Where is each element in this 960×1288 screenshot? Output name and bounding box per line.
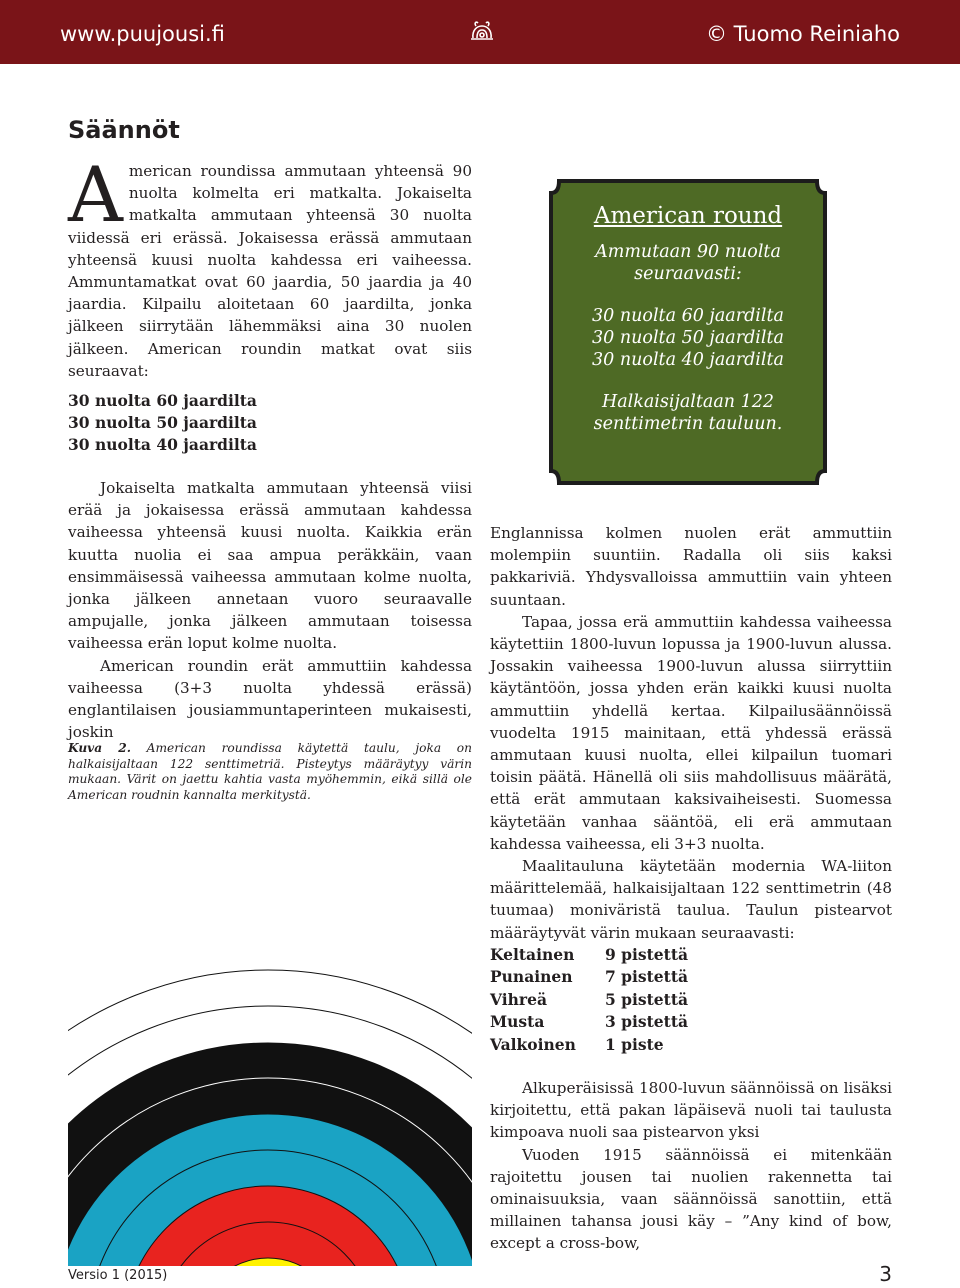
body-paragraph: American roundin erät ammuttiin kahdessa vaiheessa (3+3 nuolta yhdessä erässä) englantilaisen jousiammuntaperinteen mukaisesti, joskin: [68, 656, 472, 742]
american-round-box: [547, 177, 829, 487]
body-paragraph: Jokaiselta matkalta ammutaan yhteensä viisi erää ja jokaisessa erässä ammutaan kahdessa vaiheessa yhteensä kuusi nuolta. Kaikkia erän kuutta nuolia ei saa ampua peräkkäin, vaan ensimmäisessä vaiheessa ammutaan kolme nuolta, jonka jälkeen annetaan vuoro seuraavalle ampujalle, jonka jälkeen ammutaan toisessa vaiheessa erän loput kolme nuolta.: [68, 479, 472, 653]
box-line: 30 nuolta 40 jaardilta: [592, 350, 784, 370]
box-line: seuraavasti:: [634, 264, 742, 284]
score-color: Punainen: [490, 967, 573, 987]
figure-caption: [68, 741, 472, 803]
site-url: www.puujousi.fi: [60, 22, 225, 46]
box-line: Ammutaan 90 nuolta: [595, 242, 781, 262]
header-bar: [0, 0, 960, 64]
box-line: 30 nuolta 50 jaardilta: [592, 328, 784, 348]
version-label: Versio 1 (2015): [68, 1268, 168, 1283]
right-body: [490, 522, 892, 944]
box-heading: American round: [593, 203, 783, 229]
body-paragraph: Alkuperäisissä 1800-luvun säännöissä on lisäksi kirjoitettu, että pakan läpäisevä nuoli tai taulusta kimpoava nuoli saa pistearvon yksi: [490, 1079, 892, 1142]
ornament-icon: [469, 20, 495, 48]
score-color: Vihreä: [490, 989, 547, 1009]
left-body: [68, 477, 472, 743]
score-points: 1 piste: [605, 1034, 664, 1054]
caption-text: American roundissa käytettä taulu, joka on halkaisijaltaan 122 senttimetriä. Pisteytys määräytyy värin mukaan. Värit on jaettu kahtia vasta myöhemmin, eikä sillä ole American roudnin kannalta merkitystä.: [68, 741, 472, 802]
score-color: Valkoinen: [490, 1034, 576, 1054]
score-row: [490, 1034, 688, 1056]
distance-item: 30 nuolta 50 jaardilta: [68, 413, 257, 432]
body-paragraph: Englannissa kolmen nuolen erät ammuttiin molempiin suuntiin. Radalla oli siis kaksi pakkariviä. Yhdysvalloissa ammuttiin vain yhteen suuntaan.: [490, 524, 892, 609]
score-points: 7 pistettä: [605, 967, 689, 987]
drop-cap: A: [68, 150, 123, 239]
right-body-2: [490, 1077, 892, 1255]
archery-target: [68, 826, 472, 1266]
caption-label: Kuva 2.: [68, 741, 131, 755]
box-line: senttimetrin tauluun.: [593, 414, 783, 434]
body-paragraph: Maalitauluna käytetään modernia WA-liiton määrittelemää, halkaisijaltaan 122 senttimetrin (48 tuumaa) moniväristä taulua. Taulun pistearvot määräytyvät värin mukaan seuraavasti:: [490, 857, 892, 942]
author-credit: © Tuomo Reiniaho: [705, 22, 900, 46]
body-paragraph: Vuoden 1915 säännöissä ei mitenkään rajoitettu jousen tai nuolien rakennetta tai ominaisuuksia, vaan säännöissä sanottiin, että millainen tahansa jousi käy – ”Any kind of bow, except a cross-bow,: [490, 1145, 892, 1253]
distance-list: [68, 390, 257, 456]
score-row: [490, 989, 688, 1011]
score-color: Musta: [490, 1012, 545, 1032]
score-row: [490, 966, 688, 988]
page-number: 3: [879, 1262, 892, 1286]
page-title: Säännöt: [68, 116, 180, 144]
box-line: 30 nuolta 60 jaardilta: [592, 306, 784, 326]
intro-text: merican roundissa ammutaan yhteensä 90 nuolta kolmelta eri matkalta. Jokaiselta matkalta ammutaan yhteensä 30 nuolta viidessä eri erässä. Jokaisessa erässä ammutaan yhteensä kuusi nuolta kahdessa eri vaiheessa. Ammuntamatkat ovat 60 jaardia, 50 jaardia ja 40 jaardia. Kilpailu aloitetaan 60 jaardilta, jonka jälkeen siirrytään lähemmäksi aina 30 nuolen jälkeen. American roundin matkat ovat siis seuraavat:: [68, 162, 472, 380]
body-paragraph: Tapaa, jossa erä ammuttiin kahdessa vaiheessa käytettiin 1800-luvun lopussa ja 1900-luvun alussa. Jossakin vaiheessa 1900-luvun alussa siirryttiin käytäntöön, jossa yhden erän kaikki kuusi nuolta ammuttiin yhdellä kertaa. Kilpailusäännöissä vuodelta 1915 mainitaan, että yhdessä erässä ammutaan kuusi nuolta, ellei kilpailun tuomari toisin päätä. Hänellä oli siis mahdollisuus määrätä, että erät ammutaan kaksivaiheisesti. Suomessa käytetään vanhaa sääntöä, eli erä ammutaan kahdessa vaiheessa, eli 3+3 nuolta.: [490, 612, 892, 853]
score-points: 5 pistettä: [605, 989, 689, 1009]
score-row: [490, 944, 688, 966]
score-points: 9 pistettä: [605, 945, 689, 964]
distance-item: 30 nuolta 40 jaardilta: [68, 435, 257, 454]
score-table: [490, 944, 688, 1056]
score-color: Keltainen: [490, 945, 575, 964]
score-points: 3 pistettä: [605, 1012, 689, 1032]
distance-item: 30 nuolta 60 jaardilta: [68, 391, 257, 410]
score-row: [490, 1011, 688, 1033]
box-line: Halkaisijaltaan 122: [601, 392, 775, 412]
intro-paragraph: [68, 150, 472, 382]
